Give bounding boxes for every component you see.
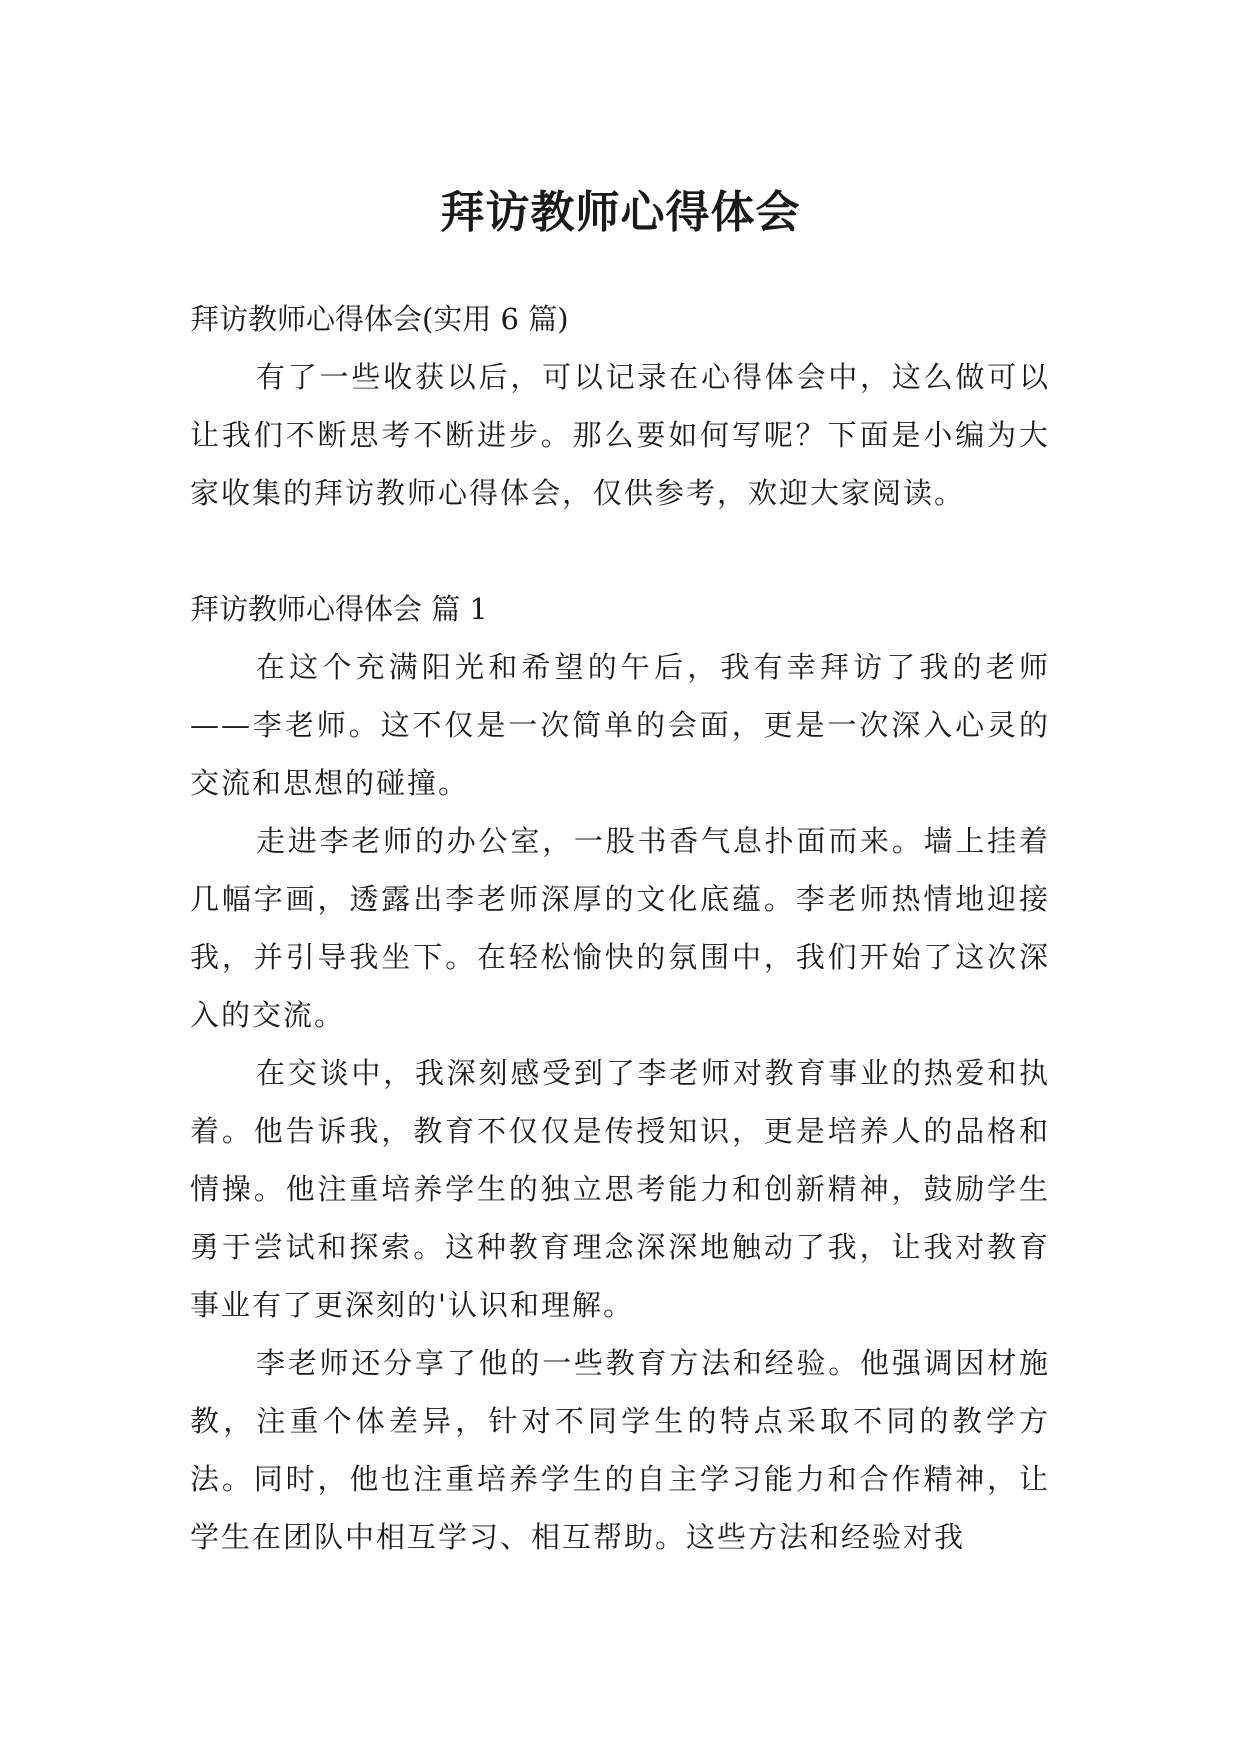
document-subtitle: 拜访教师心得体会(实用 6 篇): [190, 302, 569, 336]
body-paragraph: 走进李老师的办公室，一股书香气息扑面而来。墙上挂着几幅字画，透露出李老师深厚的文化底蕴。李老师热情地迎接我，并引导我坐下。在轻松愉快的氛围中，我们开始了这次深入的交流。: [190, 824, 1050, 1032]
body-paragraph: 在交谈中，我深刻感受到了李老师对教育事业的热爱和执着。他告诉我，教育不仅仅是传授知识，更是培养人的品格和情操。他注重培养学生的独立思考能力和创新精神，鼓励学生勇于尝试和探索。这种教育理念深深地触动了我，让我对教育事业有了更深刻的'认识和理解。: [190, 1056, 1050, 1322]
body-paragraph: 李老师还分享了他的一些教育方法和经验。他强调因材施教，注重个体差异，针对不同学生的特点采取不同的教学方法。同时，他也注重培养学生的自主学习能力和合作精神，让学生在团队中相互学习、相互帮助。这些方法和经验对我: [190, 1346, 1050, 1554]
document-title: 拜访教师心得体会: [440, 187, 801, 239]
section-heading: 拜访教师心得体会 篇 1: [190, 592, 488, 626]
document-body: [190, 290, 1050, 1566]
body-paragraph: 在这个充满阳光和希望的午后，我有幸拜访了我的老师——李老师。这不仅是一次简单的会面，更是一次深入心灵的交流和思想的碰撞。: [190, 650, 1050, 800]
intro-paragraph: 有了一些收获以后，可以记录在心得体会中，这么做可以让我们不断思考不断进步。那么要如何写呢？下面是小编为大家收集的拜访教师心得体会，仅供参考，欢迎大家阅读。: [190, 360, 1050, 510]
